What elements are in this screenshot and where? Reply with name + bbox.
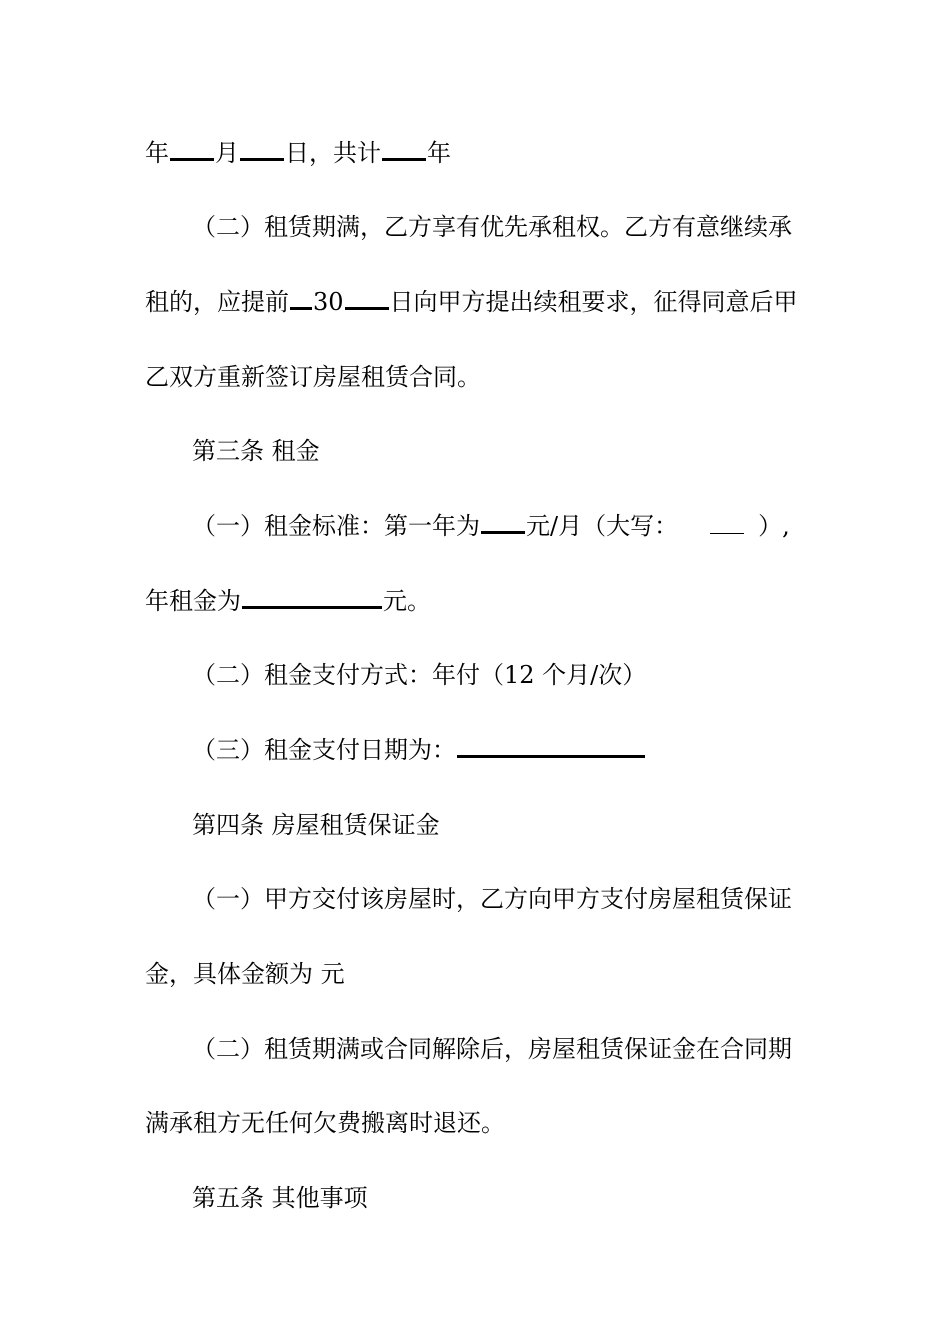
- annual-rent-line: [145, 586, 825, 616]
- text-month: 月: [215, 139, 239, 167]
- blank-payment-date-input[interactable]: [457, 735, 645, 758]
- text-notice-prefix: 租的，应提前: [145, 288, 289, 316]
- text-annual-rent: 年租金为: [145, 587, 241, 615]
- renewal-paragraph-line1: （二）租赁期满，乙方享有优先承租权。乙方有意继续承: [192, 213, 792, 241]
- blank-notice-pre[interactable]: [290, 287, 312, 310]
- text-close-paren: ）,: [758, 512, 790, 540]
- payment-date-line: [192, 735, 832, 765]
- text-rent-standard: （一）租金标准：第一年为: [192, 512, 480, 540]
- article-three-heading: 第三条 租金: [192, 437, 320, 465]
- deposit-refund-line1: （二）租赁期满或合同解除后，房屋租赁保证金在合同期: [192, 1035, 792, 1063]
- term-dates-line: [145, 138, 825, 168]
- blank-notice-post[interactable]: [345, 287, 389, 310]
- renewal-paragraph-line3: 乙双方重新签订房屋租赁合同。: [145, 363, 481, 391]
- blank-uppercase-amount-input[interactable]: [710, 513, 744, 534]
- text-payment-date: （三）租金支付日期为：: [192, 736, 456, 764]
- text-notice-suffix: 日向甲方提出续租要求，征得同意后甲: [389, 288, 798, 316]
- blank-month-input[interactable]: [170, 138, 214, 161]
- blank-annual-rent-input[interactable]: [242, 586, 382, 609]
- text-year-end: 年: [427, 139, 451, 167]
- deposit-paragraph-line1: （一）甲方交付该房屋时，乙方向甲方支付房屋租赁保证: [192, 885, 792, 913]
- text-year: 年: [145, 139, 169, 167]
- renewal-paragraph-line2: [145, 287, 825, 317]
- payment-method-line: （二）租金支付方式：年付（12 个月/次）: [192, 661, 647, 689]
- article-five-heading: 第五条 其他事项: [192, 1184, 368, 1212]
- blank-years-input[interactable]: [382, 138, 426, 161]
- text-day-total: 日，共计: [285, 139, 381, 167]
- article-four-heading: 第四条 房屋租赁保证金: [192, 811, 440, 839]
- text-yuan: 元。: [383, 587, 431, 615]
- notice-days-value: 30: [313, 288, 344, 316]
- text-rent-unit: 元/月（大写：: [526, 512, 679, 540]
- blank-monthly-rent-input[interactable]: [481, 511, 525, 534]
- deposit-refund-line2: 满承租方无任何欠费搬离时退还。: [145, 1109, 505, 1137]
- blank-day-input[interactable]: [240, 138, 284, 161]
- rent-standard-line: [192, 511, 832, 541]
- deposit-paragraph-line2: 金，具体金额为 元: [145, 960, 345, 988]
